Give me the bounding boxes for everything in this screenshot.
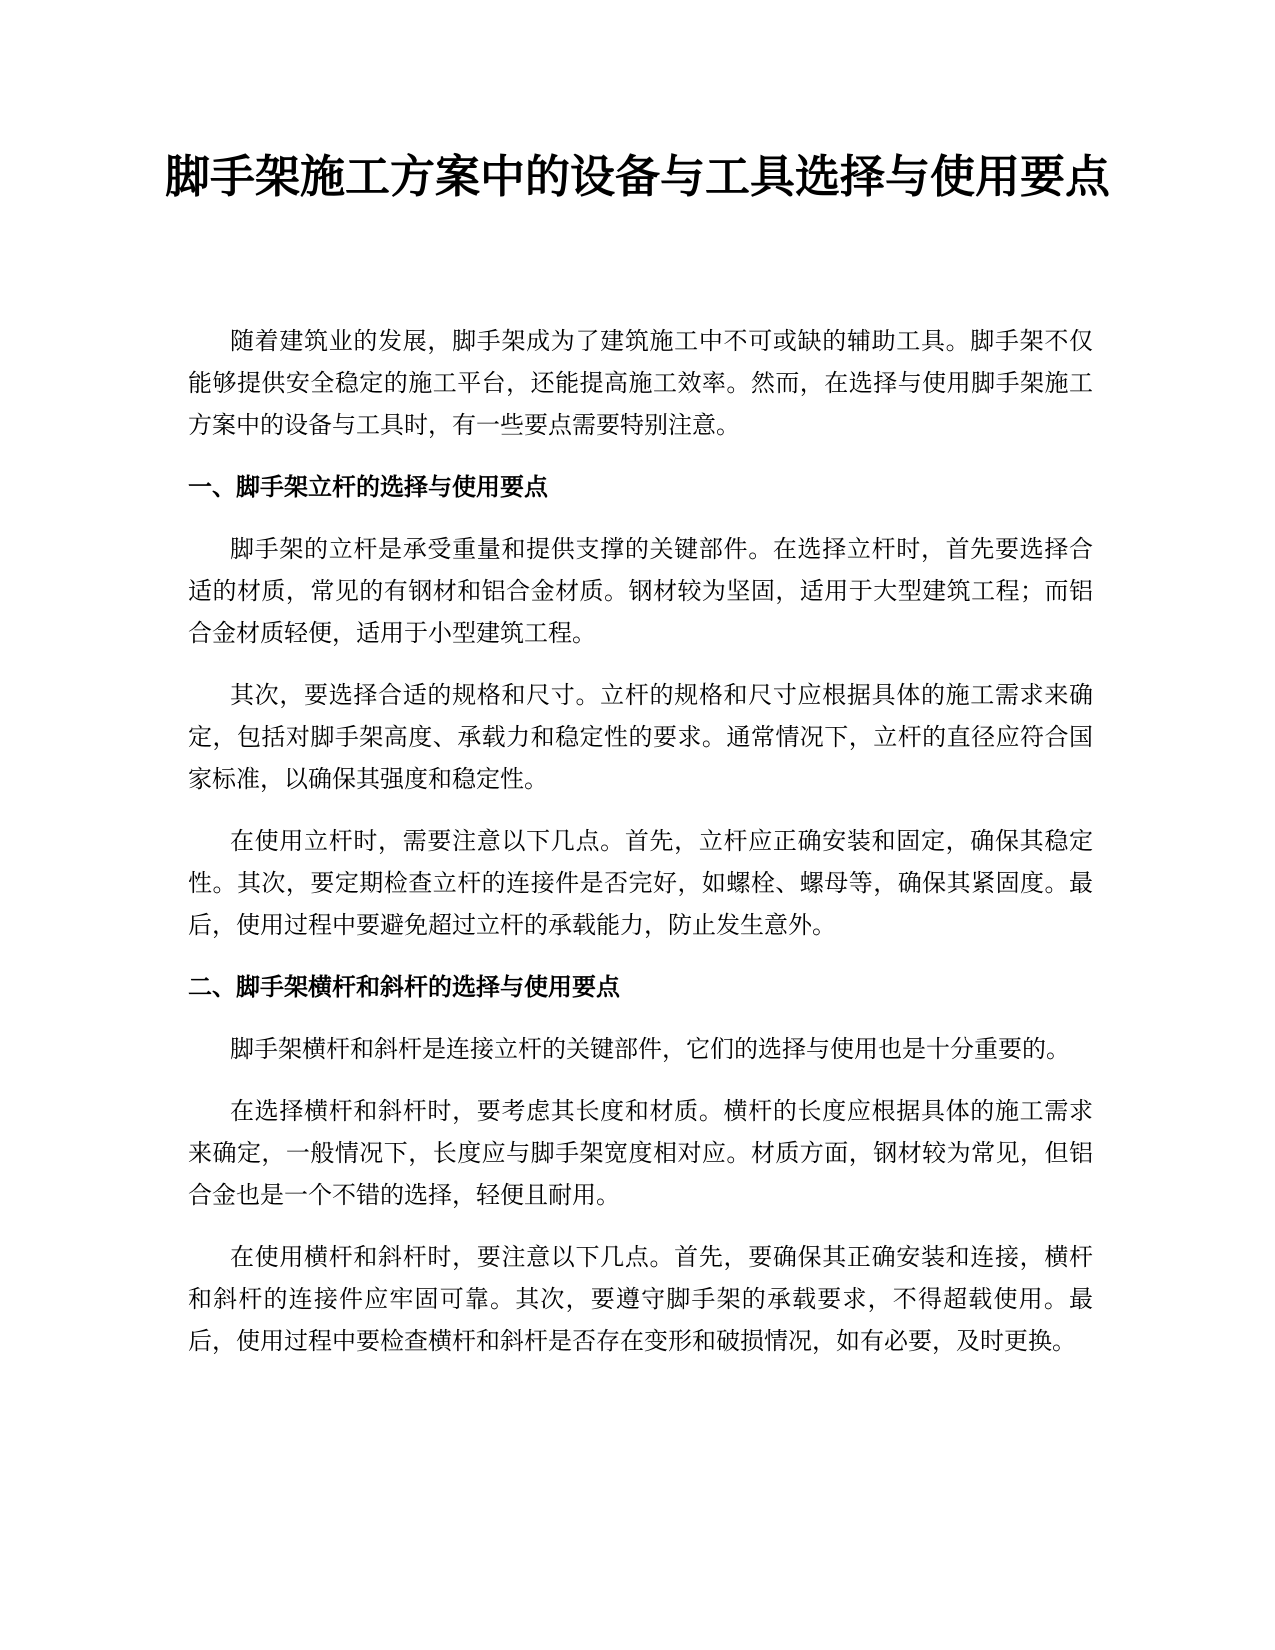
section-crossbars bbox=[188, 966, 1093, 1362]
section-paragraph: 在使用立杆时，需要注意以下几点。首先，立杆应正确安装和固定，确保其稳定性。其次，要定期检查立杆的连接件是否完好，如螺栓、螺母等，确保其紧固度。最后，使用过程中要避免超过立杆的承载能力，防止发生意外。 bbox=[188, 827, 1093, 939]
section-heading: 一、脚手架立杆的选择与使用要点 bbox=[188, 473, 548, 501]
section-uprights bbox=[188, 466, 1093, 946]
section-paragraph: 脚手架的立杆是承受重量和提供支撑的关键部件。在选择立杆时，首先要选择合适的材质，常见的有钢材和铝合金材质。钢材较为坚固，适用于大型建筑工程；而铝合金材质轻便，适用于小型建筑工程。 bbox=[188, 535, 1093, 647]
document-title: 脚手架施工方案中的设备与工具选择与使用要点 bbox=[164, 150, 1110, 203]
section-paragraph: 在使用横杆和斜杆时，要注意以下几点。首先，要确保其正确安装和连接，横杆和斜杆的连接件应牢固可靠。其次，要遵守脚手架的承载要求，不得超载使用。最后，使用过程中要检查横杆和斜杆是否存在变形和破损情况，如有必要，及时更换。 bbox=[188, 1243, 1093, 1355]
section-paragraph: 脚手架横杆和斜杆是连接立杆的关键部件，它们的选择与使用也是十分重要的。 bbox=[230, 1035, 1070, 1063]
document-body bbox=[188, 320, 1093, 1382]
section-paragraph: 在选择横杆和斜杆时，要考虑其长度和材质。横杆的长度应根据具体的施工需求来确定，一般情况下，长度应与脚手架宽度相对应。材质方面，钢材较为常见，但铝合金也是一个不错的选择，轻便且耐用。 bbox=[188, 1097, 1093, 1209]
intro-paragraph: 随着建筑业的发展，脚手架成为了建筑施工中不可或缺的辅助工具。脚手架不仅能够提供安全稳定的施工平台，还能提高施工效率。然而，在选择与使用脚手架施工方案中的设备与工具时，有一些要点需要特别注意。 bbox=[188, 327, 1093, 439]
section-heading: 二、脚手架横杆和斜杆的选择与使用要点 bbox=[188, 973, 620, 1001]
section-paragraph: 其次，要选择合适的规格和尺寸。立杆的规格和尺寸应根据具体的施工需求来确定，包括对脚手架高度、承载力和稳定性的要求。通常情况下，立杆的直径应符合国家标准，以确保其强度和稳定性。 bbox=[188, 681, 1093, 793]
